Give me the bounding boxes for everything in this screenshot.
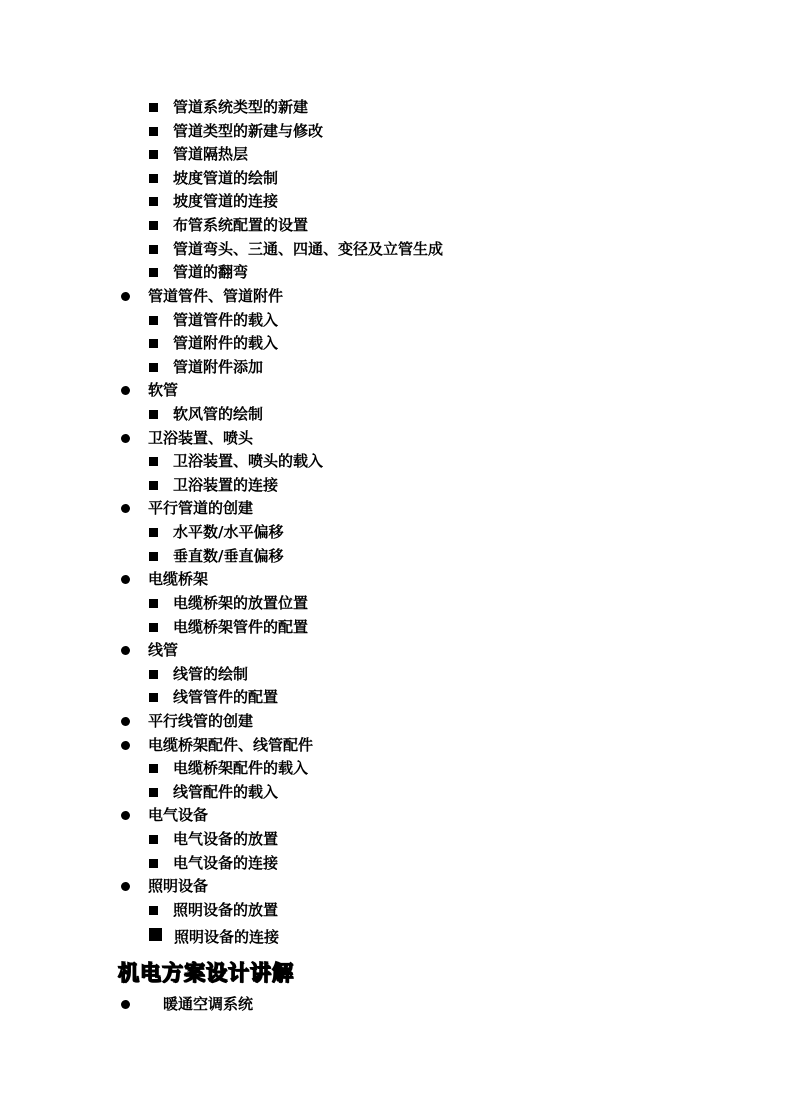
round-bullet-icon xyxy=(121,575,130,584)
square-bullet-icon xyxy=(149,339,158,348)
list-item xyxy=(149,663,248,685)
list-item-text: 电缆桥架配件、线管配件 xyxy=(148,736,314,754)
list-item xyxy=(149,214,308,236)
list-item-text: 电缆桥架配件的载入 xyxy=(173,759,309,777)
square-bullet-icon xyxy=(149,670,158,679)
list-item xyxy=(149,167,278,189)
list-item xyxy=(149,545,283,567)
list-item xyxy=(149,238,443,260)
square-bullet-icon xyxy=(149,906,158,915)
list-item xyxy=(149,403,263,425)
list-item xyxy=(149,521,283,543)
square-bullet-icon xyxy=(149,103,158,112)
round-bullet-icon xyxy=(121,1000,130,1009)
list-item-text: 布管系统配置的设置 xyxy=(173,216,309,234)
square-bullet-icon xyxy=(149,245,158,254)
square-bullet-icon xyxy=(149,928,162,941)
list-item xyxy=(149,332,278,354)
list-item-text: 管道隔热层 xyxy=(173,145,249,163)
round-bullet-icon xyxy=(121,741,130,750)
square-bullet-icon xyxy=(149,410,158,419)
list-item xyxy=(149,852,278,874)
list-item-text: 暖通空调系统 xyxy=(163,995,254,1013)
list-item-text: 管道管件、管道附件 xyxy=(148,287,284,305)
list-item xyxy=(149,96,308,118)
square-bullet-icon xyxy=(149,764,158,773)
square-bullet-icon xyxy=(149,150,158,159)
list-item-text: 管道附件的载入 xyxy=(173,334,279,352)
list-item-text: 管道的翻弯 xyxy=(173,263,249,281)
round-bullet-icon xyxy=(121,386,130,395)
square-bullet-icon xyxy=(149,693,158,702)
square-bullet-icon xyxy=(149,788,158,797)
round-bullet-icon xyxy=(121,646,130,655)
list-item xyxy=(149,686,278,708)
list-item-text: 照明设备的放置 xyxy=(173,901,279,919)
square-bullet-icon xyxy=(149,221,158,230)
list-item xyxy=(121,875,208,897)
list-item xyxy=(149,828,278,850)
square-bullet-icon xyxy=(149,197,158,206)
list-item xyxy=(121,710,253,732)
list-item-text: 卫浴装置、喷头的载入 xyxy=(173,452,324,470)
list-item-text: 管道类型的新建与修改 xyxy=(173,122,324,140)
square-bullet-icon xyxy=(149,457,158,466)
list-item-text: 电缆桥架管件的配置 xyxy=(173,618,309,636)
list-item xyxy=(149,616,308,638)
list-item-text: 线管配件的载入 xyxy=(173,783,279,801)
list-item-text: 电气设备的放置 xyxy=(173,830,279,848)
list-item xyxy=(149,899,278,921)
list-item xyxy=(121,993,253,1015)
list-item-text: 坡度管道的绘制 xyxy=(173,169,279,187)
list-item xyxy=(121,568,208,590)
square-bullet-icon xyxy=(149,363,158,372)
list-item-text: 卫浴装置、喷头 xyxy=(148,429,254,447)
list-item xyxy=(121,285,283,307)
list-item-text: 电缆桥架 xyxy=(148,570,209,588)
square-bullet-icon xyxy=(149,599,158,608)
list-item-text: 电缆桥架的放置位置 xyxy=(173,594,309,612)
square-bullet-icon xyxy=(149,127,158,136)
list-item xyxy=(121,427,253,449)
list-item-text: 卫浴装置的连接 xyxy=(173,476,279,494)
round-bullet-icon xyxy=(121,292,130,301)
square-bullet-icon xyxy=(149,835,158,844)
list-item xyxy=(149,190,278,212)
list-item-text: 软风管的绘制 xyxy=(173,405,264,423)
list-item xyxy=(149,356,263,378)
list-item xyxy=(149,474,278,496)
square-bullet-icon xyxy=(149,316,158,325)
list-item xyxy=(121,804,208,826)
square-bullet-icon xyxy=(149,623,158,632)
list-item-text: 线管管件的配置 xyxy=(173,688,279,706)
list-item xyxy=(149,143,248,165)
round-bullet-icon xyxy=(121,882,130,891)
list-item-text: 线管 xyxy=(148,641,179,659)
list-item xyxy=(121,497,253,519)
list-item xyxy=(149,450,323,472)
square-bullet-icon xyxy=(149,268,158,277)
round-bullet-icon xyxy=(121,811,130,820)
square-bullet-icon xyxy=(149,859,158,868)
list-item xyxy=(121,734,313,756)
list-item-text: 照明设备 xyxy=(148,877,209,895)
round-bullet-icon xyxy=(121,504,130,513)
list-item-text: 坡度管道的连接 xyxy=(173,192,279,210)
list-item-text: 软管 xyxy=(148,381,179,399)
list-item-text: 平行线管的创建 xyxy=(148,712,254,730)
list-item-text: 管道附件添加 xyxy=(173,358,264,376)
list-item xyxy=(121,379,178,401)
list-item-text: 电气设备 xyxy=(148,806,209,824)
square-bullet-icon xyxy=(149,528,158,537)
list-item xyxy=(149,261,248,283)
list-item xyxy=(149,926,279,948)
square-bullet-icon xyxy=(149,481,158,490)
list-item-text: 平行管道的创建 xyxy=(148,499,254,517)
list-item xyxy=(121,639,178,661)
list-item xyxy=(149,120,323,142)
list-item xyxy=(149,757,308,779)
round-bullet-icon xyxy=(121,717,130,726)
list-item-text: 管道系统类型的新建 xyxy=(173,98,309,116)
square-bullet-icon xyxy=(149,174,158,183)
list-item-text: 管道管件的载入 xyxy=(173,311,279,329)
list-item xyxy=(149,309,278,331)
square-bullet-icon xyxy=(149,552,158,561)
section-heading: 机电方案设计讲解 xyxy=(118,960,294,985)
list-item-text: 垂直数/垂直偏移 xyxy=(173,547,284,565)
list-item-text: 照明设备的连接 xyxy=(174,928,280,946)
list-item-text: 线管的绘制 xyxy=(173,665,249,683)
list-item xyxy=(149,592,308,614)
list-item xyxy=(149,781,278,803)
list-item-text: 管道弯头、三通、四通、变径及立管生成 xyxy=(173,240,444,258)
round-bullet-icon xyxy=(121,434,130,443)
list-item-text: 水平数/水平偏移 xyxy=(173,523,284,541)
list-item-text: 电气设备的连接 xyxy=(173,854,279,872)
